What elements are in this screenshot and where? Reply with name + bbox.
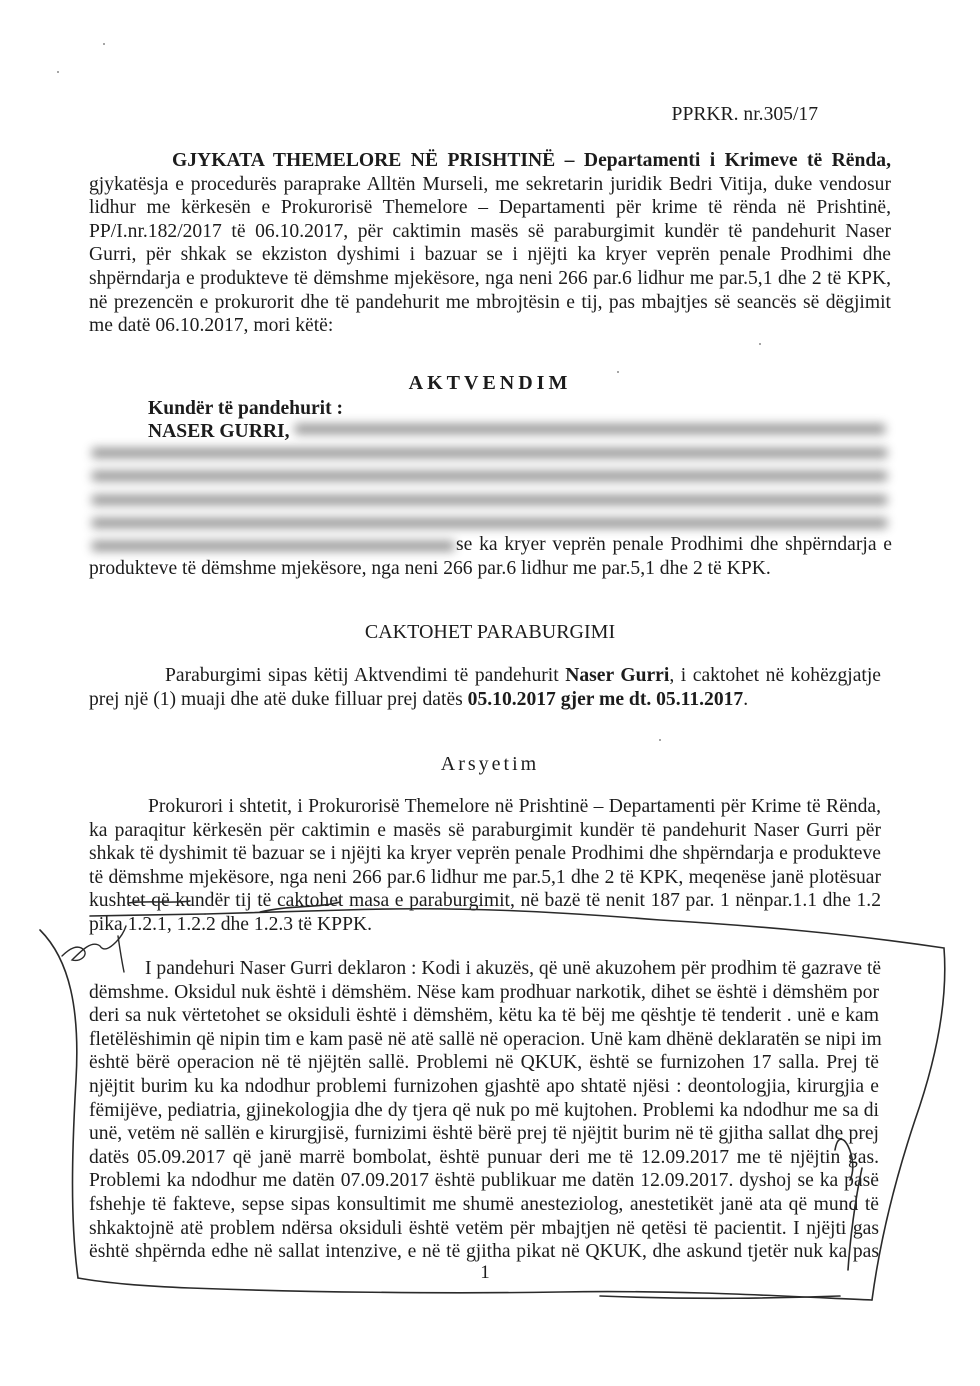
detention-text: . <box>743 688 749 710</box>
declaration-line: fshehje të fakteve, sepse sipas konsultimit me shumë anesteziolog, anestetikët janë ata që mund të <box>89 1193 879 1215</box>
heading-caktohet: CAKTOHET PARABURGIMI <box>364 621 616 643</box>
declaration-line: njëjtit burim ku ka ndodhur problemi furnizohen gjashtë apo shtatë njësi : deontologjia, kirurgjia e <box>89 1075 879 1097</box>
charge-last: produkteve të dëmshme mjekësore, nga neni 266 par.6 lidhur me par.5,1 dhe 2 të KPK. <box>89 558 771 579</box>
intro-line: PP/I.nr.182/2017 të 06.10.2017, për caktimin masës së paraburgimit kundër të pandehurit Naser <box>89 220 891 242</box>
intro-line: Gurri, për shkak se ekziston dyshimi i bazuar se i njëjti ka kryer veprën penale Prodhimi dhe <box>89 244 891 266</box>
reasoning-line: kushtet që kundër tij të caktohet masa e paraburgimit, në bazë të nenit 187 par. 1 nënpar.1.1 dhe 1.2 <box>89 890 881 912</box>
handwritten-signature-icon <box>62 926 126 972</box>
hand-drawn-enclosure <box>40 901 945 1300</box>
reasoning-line: Prokurori i shtetit, i Prokurorisë Themelore në Prishtinë – Departamenti për Krime të Rënda, <box>148 796 881 817</box>
declaration-line: dëmshme. Oksidul nuk është i dëmshëm. Nëse kam prodhuar narkotik, dihet se është i dëmshëm por <box>89 981 879 1003</box>
declaration-line: është bërë operacion në të njëjtën sallë. Problemi në QKUK, është se furnizohen 17 salla. Prej të <box>89 1052 879 1074</box>
declaration-line: është shpërnda edhe në sallat intenzive, e në të gjitha pikat në QKUK, dhe askund tjetër nuk ka pas <box>89 1241 879 1263</box>
court-name: GJYKATA THEMELORE NË PRISHTINË – Departamenti i Krimeve të Rënda, <box>172 150 891 171</box>
case-reference: PPRKR. nr.305/17 <box>671 104 818 125</box>
declaration-line: shkaktojnë atë problem ndërsa oksiduli është vetëm për mbajtjen në qetësi të pacientit. I njëjti gas <box>89 1217 879 1239</box>
intro-line: lidhur me kërkesën e Prokurorisë Themelore – Departamenti për krime të rënda në Prishtinë, <box>89 197 891 219</box>
detention-text: Paraburgimi sipas këtij Aktvendimi të pandehurit <box>165 665 566 686</box>
reasoning-line: shkak të dyshimit të bazuar se i njëjti ka kryer veprën penale Prodhimi dhe shpërndarja e produkteve <box>89 843 881 865</box>
intro-last-line: me datë 06.10.2017, mori këtë: <box>89 315 334 337</box>
accused-label: Kundër të pandehurit : <box>148 398 344 419</box>
charge-tail: se ka kryer veprën penale Prodhimi dhe shpërndarja e <box>456 534 892 555</box>
reasoning-last-line: pika 1.2.1, 1.2.2 dhe 1.2.3 të KPPK. <box>89 913 373 935</box>
declaration-line: unë, vetëm në sallën e kirurgjisë, furnizimi është bërë prej të njëjtit burim në të gjitha sallat dhe prej <box>89 1123 879 1145</box>
page-number: 1 <box>480 1262 490 1283</box>
detention-text: , i caktohet në kohëzgjatje <box>669 665 881 686</box>
declaration-line: fletëlëshimin që nipin tim e kam pasë në atë sallë në operacion. Unë kam dhënë deklaratën se nipi im <box>89 1028 882 1050</box>
heading-aktvendim: AKTVENDIM <box>408 372 572 394</box>
reasoning-line: të dëmshme mjekësore, nga neni 266 par.6 lidhur me par.5,1 dhe 2 të KPK, meqenëse janë plotësuar <box>89 866 881 888</box>
intro-line: në prezencën e prokurorit dhe të pandehurit me mbrojtësin e tij, pas mbajtjes së seancës së dëgjimit <box>89 291 891 313</box>
intro-line: gjykatësja e procedurës paraprake Alltën Murseli, me sekretarin juridik Bedri Vitija, duke vendosur <box>89 173 891 195</box>
accused-name-bold: Naser Gurri <box>565 665 670 686</box>
declaration-line: fëmijëve, pediatria, gjinekologjia dhe dy tjera që nuk po më kujtohen. Problemi ka ndodhur me sa di <box>89 1099 879 1121</box>
declaration-line: deri sa nuk vërtetohet se oksiduli është i dëmshëm, këtu ka të bëj me qështje të tenderit . unë e kam <box>89 1005 879 1027</box>
heading-arsyetim: Arsyetim <box>440 753 540 775</box>
intro-line: shpërndarja e produkteve të dëmshme mjekësore, nga neni 266 par.6 lidhur me par.5,1 dhe 2 të KPK, <box>89 267 891 289</box>
declaration-line: Problemi ka ndodhur me datën 07.09.2017 është publikuar me datën 12.09.2017. dyshoj se ka pasë <box>89 1170 879 1192</box>
reasoning-line: ka paraqitur kërkesën për caktimin e masës së paraburgimit kundër të pandehurit Naser Gurri për <box>89 819 881 841</box>
declaration-line: I pandehuri Naser Gurri deklaron : Kodi i akuzës, që unë akuzohem për prodhim të gazrave të <box>145 958 882 979</box>
scan-specks <box>57 43 761 741</box>
detention-text: prej një (1) muaji dhe atë duke filluar prej datës <box>89 688 468 710</box>
declaration-line: datës 05.09.2017 që janë marrë bombolat, është punuar deri me të 12.09.2017 me të njëjtin gas. <box>89 1146 879 1168</box>
accused-name: NASER GURRI, <box>148 421 290 442</box>
detention-period: 05.10.2017 gjer me dt. 05.11.2017 <box>467 688 744 710</box>
